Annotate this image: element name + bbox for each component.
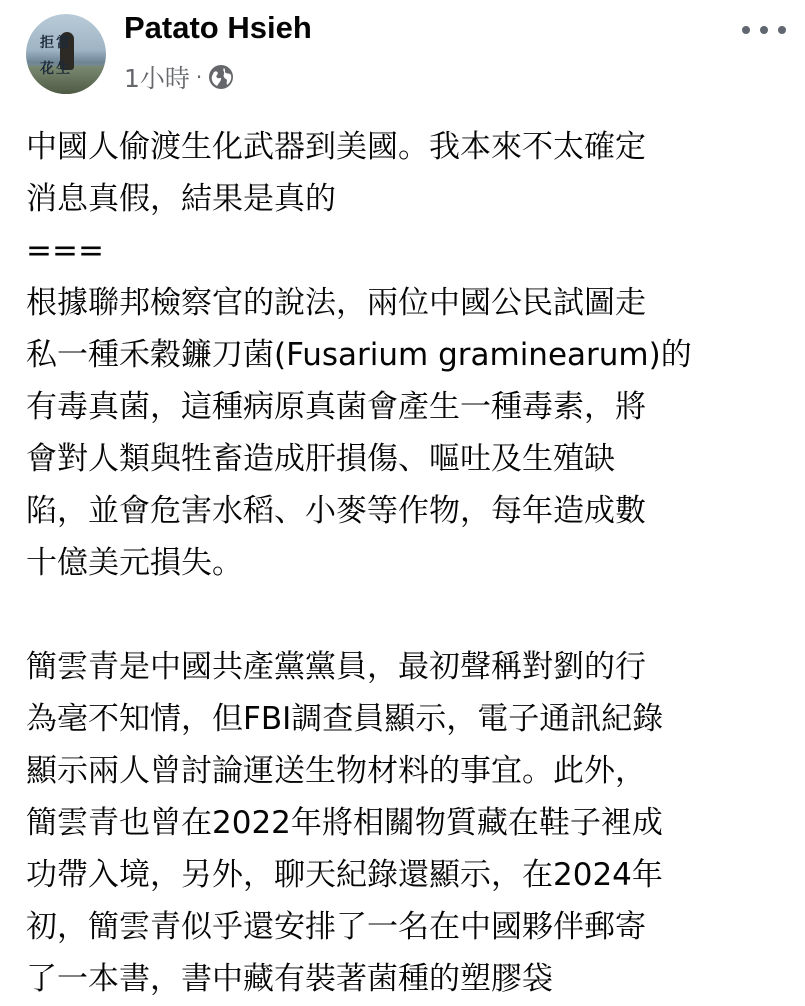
author-name[interactable]: Patato Hsieh: [124, 10, 312, 45]
more-horizontal-icon[interactable]: [742, 20, 786, 40]
post-line: 初，簡雲青似乎還安排了一名在中國夥伴郵寄: [26, 909, 646, 945]
post-line: 顯示兩人曾討論運送生物材料的事宜。此外，: [26, 753, 646, 789]
avatar-text-top: 拒當: [40, 35, 72, 51]
globe-icon[interactable]: [208, 64, 234, 90]
paragraph-gap: [26, 589, 786, 641]
post-line: 中國人偷渡生化武器到美國。我本來不太確定: [26, 129, 646, 165]
post-line: 陷，並會危害水稻、小麥等作物，每年造成數: [26, 493, 646, 529]
post-header: [0, 0, 805, 110]
post-line: 消息真假，結果是真的: [26, 181, 336, 217]
post-line: 功帶入境，另外，聊天紀錄還顯示，在2024年: [26, 857, 663, 893]
post-line: 簡雲青是中國共產黨黨員，最初聲稱對劉的行: [26, 649, 646, 685]
post-line: ===: [26, 233, 104, 269]
more-dot: [742, 26, 750, 34]
avatar-text-bottom: 花生: [40, 61, 72, 77]
post-time[interactable]: 1小時: [124, 64, 190, 93]
meta-separator: ·: [195, 65, 203, 89]
post-line: 根據聯邦檢察官的說法，兩位中國公民試圖走: [26, 285, 646, 321]
post-line: 為毫不知情，但FBI調查員顯示，電子通訊紀錄: [26, 701, 664, 737]
post-line: 簡雲青也曾在2022年將相關物質藏在鞋子裡成: [26, 805, 663, 841]
post-line: 十億美元損失。: [26, 545, 243, 581]
more-dot: [778, 26, 786, 34]
post-line: 私一種禾穀鐮刀菌(Fusarium graminearum)的: [26, 337, 692, 373]
avatar[interactable]: [26, 14, 106, 94]
more-dot: [760, 26, 768, 34]
post-meta: [124, 60, 234, 94]
post-line: 有毒真菌，這種病原真菌會產生一種毒素，將: [26, 389, 646, 425]
post-line: 了一本書，書中藏有裝著菌種的塑膠袋: [26, 961, 553, 997]
post-text: [26, 121, 786, 1005]
post-line: 會對人類與牲畜造成肝損傷、嘔吐及生殖缺: [26, 441, 615, 477]
